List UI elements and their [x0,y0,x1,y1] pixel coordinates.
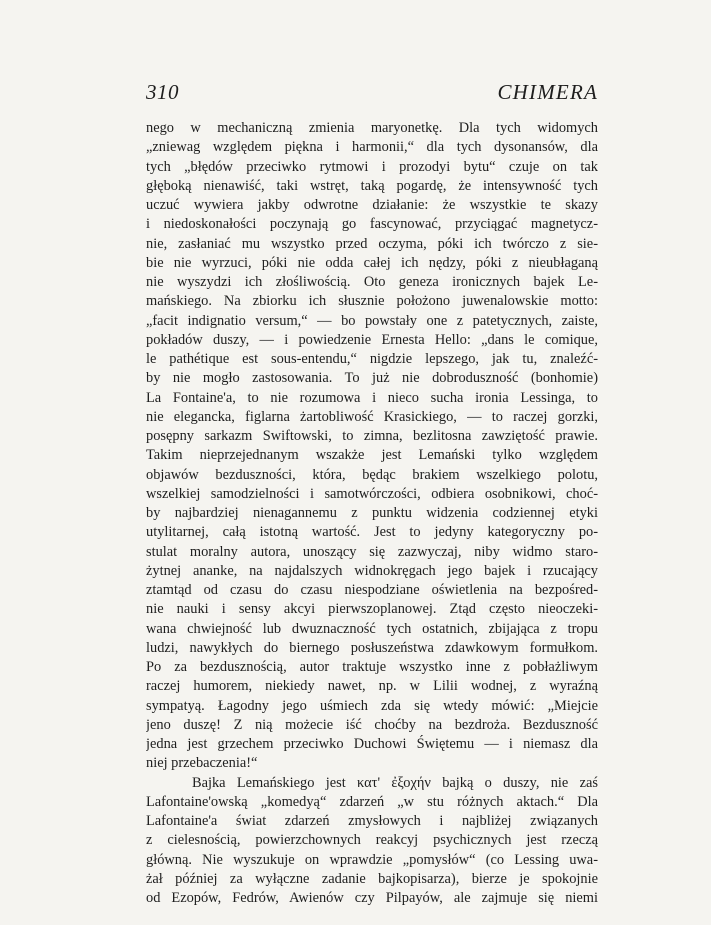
text-line: ztamtąd od czasu do czasu niespodziane oświetlenia na bezpośred- [146,582,598,598]
text-line: z cielesnością, powierzchownych reakcyj psychicznych jest rzeczą [146,832,598,849]
text-line: bie nie wyrzuci, póki nie odda całej ich nędzy, póki z nieubłaganą [146,254,598,271]
text-line: „zniewag względem piękna i harmonii,“ dla tych dysonansów, dla [146,139,598,156]
text-line: by nie mogło zastosowania. To już nie dobroduszność (bonhomie) [146,370,598,387]
text-line: utylitarnej, całą istotną wartość. Jest to jedyny kategoryczny po- [146,524,598,541]
text-line: od Ezopów, Fedrów, Awienów czy Pilpayów, ale zajmuje się niemi [146,890,598,906]
body-text [146,119,598,908]
text-line: pokładów duszy, — i powiedzenie Ernesta Hello: „dans le comique, [146,331,598,348]
text-line: objawów bezduszności, która, będąc brakiem wszelkiego polotu, [146,466,598,483]
text-line: nie elegancka, figlarna żartobliwość Krasickiego, — to raczej gorzki, [146,408,598,425]
running-head [146,80,598,110]
text-line: i niedoskonałości poczynają go fascynować, przyciągać magnetycz- [146,216,598,233]
text-line: ludzi, nawykłych do biernego posłuszeństwa zdawkowym formułkom. [146,639,598,656]
text-line: tych „błędów przeciwko rytmowi i prozodyi bytu“ czuje on tak [146,158,598,175]
text-line: żytnej ananke, na najdalszych widnokręgach jego bajek i rzucający [146,562,598,579]
text-line: Po za bezdusznością, autor traktuje wszystko inne z pobłażliwym [146,659,598,675]
text-line: wana chwiejność lub dwuznaczność tych ostatnich, zbijająca z tropu [146,620,598,637]
text-line: nego w mechaniczną zmienia maryonetkę. Dla tych widomych [146,120,598,136]
text-line: wszelkiej samodzielności i samotwórczości, odbiera osobnikowi, choć- [146,485,598,502]
text-line: raczej humorem, niekiedy nawet, np. w Lilii wodnej, z wyraźną [146,678,598,695]
text-line: żał później za wyłączne zadanie bajkopisarza), bierze je spokojnie [146,870,598,887]
text-line: jeno duszę! Z nią możecie iść choćby na bezdroża. Bezduszność [146,716,598,733]
text-line: główną. Nie wyszukuje on wprawdzie „pomysłów“ (co Lessing uwa- [146,851,598,868]
text-line: by najbardziej nienagannemu z punktu widzenia codziennej etyki [146,505,598,521]
text-line: le pathétique est sous-entendu,“ nigdzie lepszego, jak tu, znaleźć- [146,351,598,367]
text-line: nie nauki i sensy akcyi pierwszoplanowej. Ztąd często nieoczeki- [146,601,598,618]
text-line: nie, zasłaniać mu wszystko przed oczyma, póki ich twórczo z sie- [146,235,598,252]
text-line: Lafontaine'a świat zdarzeń zmysłowych i najbliżej związanych [146,813,598,829]
text-line: Lafontaine'owską „komedyą“ zdarzeń „w stu różnych aktach.“ Dla [146,793,598,810]
page-number: 310 [146,80,179,104]
text-line: niej przebaczenia!“ [146,755,258,772]
text-line: posępny sarkazm Swiftowski, to zimna, bezlitosna zawziętość prawie. [146,428,598,444]
text-line: Takim nieprzejednanym wszakże jest Lemański tylko względem [146,447,598,464]
text-line: jedna jest grzechem przeciwko Duchowi Świętemu — i niemasz dla [146,736,598,752]
text-line: sympatyą. Łagodny jego uśmiech zda się wtedy mówić: „Miejcie [146,697,598,714]
text-line: La Fontaine'a, to nie rozumowa i nieco sucha ironia Lessinga, to [146,389,598,406]
text-line: głęboką nienawiść, taki wstręt, taką pogardę, że intensywność tych [146,177,598,194]
text-line: Bajka Lemańskiego jest κατ' ἐξοχήν bajką o duszy, nie zaś [192,774,598,791]
text-line: nie wyszydzi ich złośliwością. Oto geneza ironicznych bajek Le- [146,274,598,290]
text-line: „facit indignatio versum,“ — bo powstały one z patetycznych, zaiste, [146,312,598,329]
journal-title: CHIMERA [497,80,598,104]
text-line: stulat moralny autora, unoszący się zazwyczaj, niby widmo staro- [146,543,598,560]
text-line: uczuć wywiera jakby odwrotne działanie: że wszystkie te skazy [146,197,598,213]
text-line: mańskiego. Na zbiorku ich słusznie położono juwenalowskie motto: [146,293,598,310]
